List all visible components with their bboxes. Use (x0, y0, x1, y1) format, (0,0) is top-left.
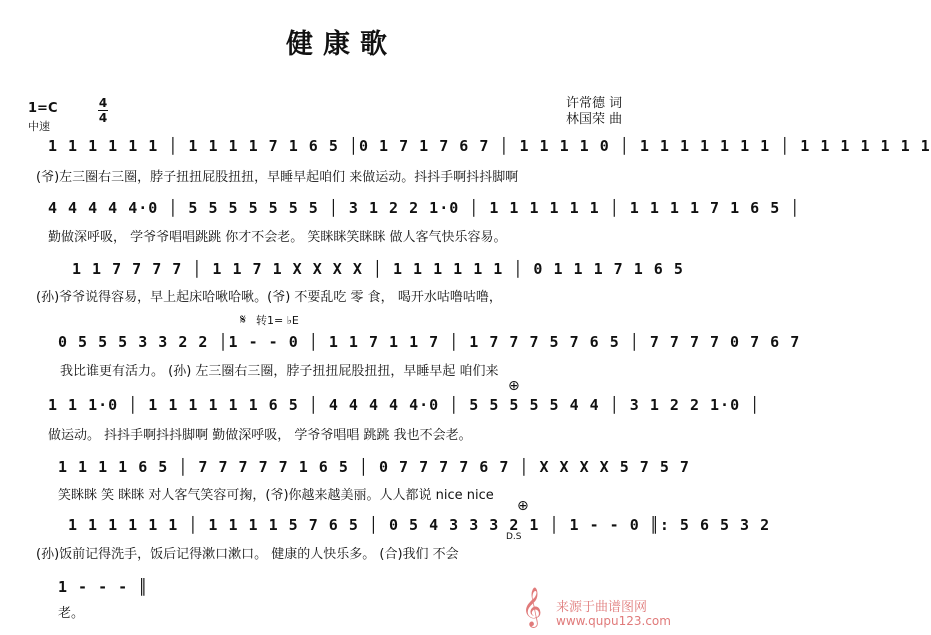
lyrics-line-5: 做运动。 抖抖手啊抖抖脚啊 勤做深呼吸， 学爷爷唱唱 跳跳 我也不会老。 (48, 428, 472, 443)
coda-icon-2: ⊕ (517, 498, 529, 514)
time-denominator: 4 (98, 111, 108, 125)
page-title: 健康歌 (286, 29, 397, 60)
lyrics-line-7: (孙)饭前记得洗手，饭后记得漱口漱口。 健康的人快乐多。 (合)我们 不会 (36, 547, 459, 562)
notation-line-6: 1 1 1 1 6 5 │ 7 7 7 7 7 1 6 5 │ 0 7 7 7 7 6 7 │ X X X X 5 7 5 7 (58, 458, 690, 476)
notation-line-2: 4 4 4 4 4·0 │ 5 5 5 5 5 5 5 │ 3 1 2 2 1·0 │ 1 1 1 1 1 1 │ 1 1 1 1 7 1 6 5 │ (48, 199, 801, 217)
time-signature (98, 96, 108, 125)
tempo-marking: 中速 (28, 120, 50, 133)
lyricist-credit: 许常德 词 (566, 96, 623, 111)
key-signature: 1=C (28, 101, 58, 116)
modulation-marking: 转1= ♭E (256, 314, 299, 327)
watermark-site-url: www.qupu123.com (556, 614, 671, 628)
notation-line-7: 1 1 1 1 1 1 │ 1 1 1 1 5 7 6 5 │ 0 5 4 3 3 3 2 1 │ 1 - - 0 ║: 5 6 5 3 2 (68, 516, 771, 534)
time-numerator: 4 (98, 96, 108, 110)
lyrics-line-3: (孙)爷爷说得容易，早上起床哈啾哈啾。(爷) 不要乱吃 零 食， 喝开水咕噜咕噜， (36, 290, 502, 305)
lyrics-line-6: 笑眯眯 笑 眯眯 对人客气笑容可掬，(爷)你越来越美丽。人人都说 nice nice (58, 488, 494, 503)
lyrics-line-4: 我比谁更有活力。 (孙) 左三圈右三圈，脖子扭扭屁股扭扭，早睡早起 咱们来 (60, 364, 499, 379)
lyrics-line-2: 勤做深呼吸， 学爷爷唱唱跳跳 你才不会老。 笑眯眯笑眯眯 做人客气快乐容易。 (48, 230, 507, 245)
watermark-site-name: 来源于曲谱图网 (556, 600, 648, 615)
notation-line-4: 0 5 5 5 3 3 2 2 │1 - - 0 │ 1 1 7 1 1 7 │ 1 7 7 7 5 7 6 5 │ 7 7 7 7 0 7 6 7 (58, 333, 801, 351)
notation-line-3: 1 1 7 7 7 7 │ 1 1 7 1 X X X X │ 1 1 1 1 1 1 │ 0 1 1 1 7 1 6 5 (72, 260, 684, 278)
treble-clef-logo-icon: 𝄞 (522, 587, 543, 627)
segno-icon: 𝄋 (240, 312, 247, 328)
lyrics-line-1: (爷)左三圈右三圈，脖子扭扭屁股扭扭，早睡早起咱们 来做运动。抖抖手啊抖抖脚啊 (36, 170, 519, 185)
notation-line-5: 1 1 1·0 │ 1 1 1 1 1 1 6 5 │ 4 4 4 4 4·0 │ 5 5 5 5 5 4 4 │ 3 1 2 2 1·0 │ (48, 396, 761, 414)
lyrics-line-8: 老。 (58, 606, 85, 621)
notation-line-8: 1 - - - ║ (58, 578, 149, 596)
notation-line-1: 1 1 1 1 1 1 │ 1 1 1 1 7 1 6 5 │0 1 7 1 7 6 7 │ 1 1 1 1 0 │ 1 1 1 1 1 1 1 │ 1 1 1 1 1 1 1 (48, 137, 931, 155)
coda-icon-1: ⊕ (508, 378, 520, 394)
ds-marking: D.S (506, 532, 522, 542)
composer-credit: 林国荣 曲 (566, 112, 623, 127)
